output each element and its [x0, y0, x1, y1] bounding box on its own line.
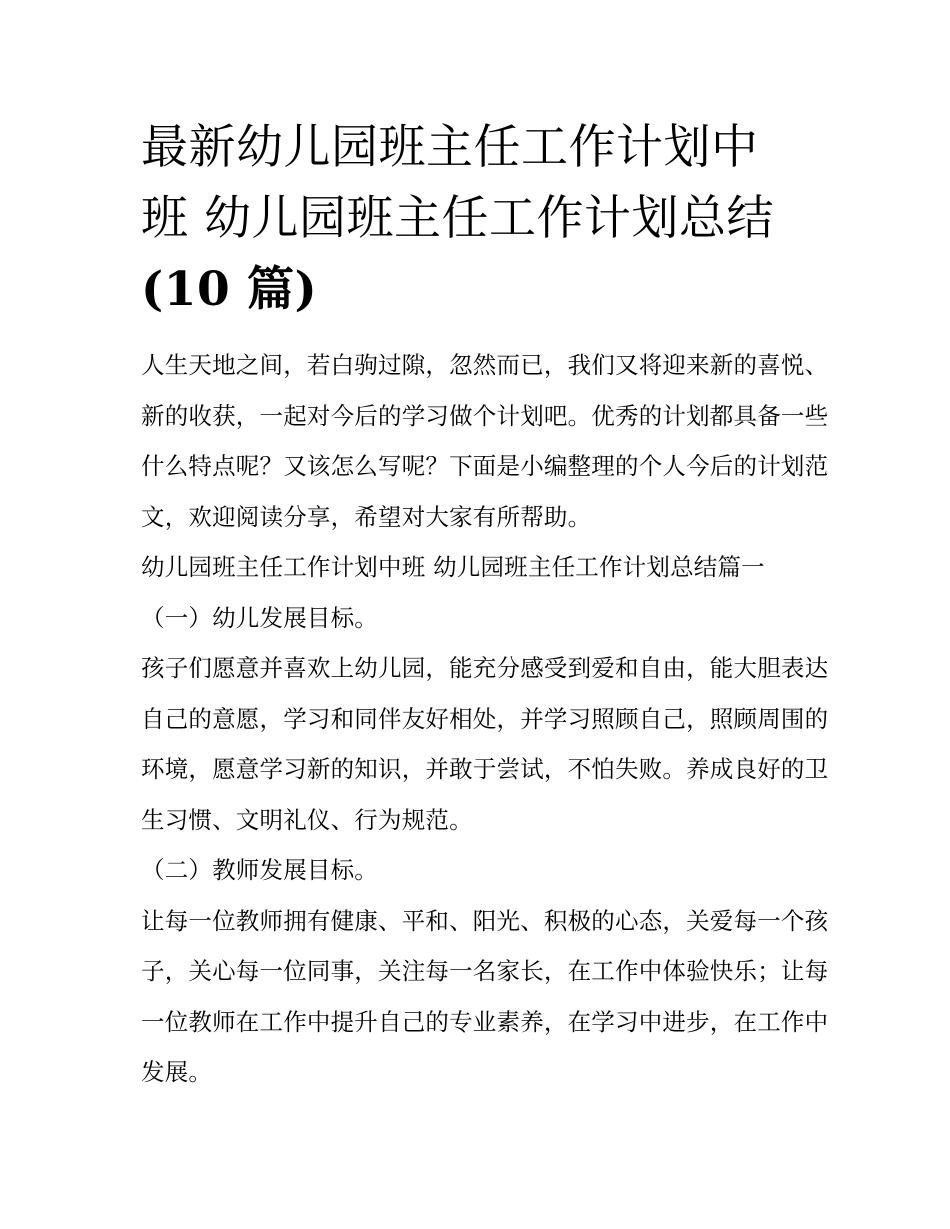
teacher-goals-paragraph: 让每一位教师拥有健康、平和、阳光、积极的心态，关爱每一个孩子，关心每一位同事，关注每一名家长，在工作中体验快乐；让每一位教师在工作中提升自己的专业素养，在学习中进步，在工作中发展。 [141, 906, 829, 1086]
document-title [141, 112, 831, 325]
title-line-1: 最新幼儿园班主任工作计划中 [141, 120, 759, 175]
section-heading: 幼儿园班主任工作计划中班 幼儿园班主任工作计划总结篇一 [141, 553, 765, 581]
subheading-teacher-goals: （二）教师发展目标。 [141, 856, 378, 884]
title-line-2: 班 幼儿园班主任工作计划总结 [141, 191, 774, 246]
intro-paragraph: 人生天地之间，若白驹过隙，忽然而已，我们又将迎来新的喜悦、新的收获，一起对今后的学习做个计划吧。优秀的计划都具备一些什么特点呢？又该怎么写呢？下面是小编整理的个人今后的计划范文，欢迎阅读分享，希望对大家有所帮助。 [141, 351, 829, 531]
document-page [141, 112, 831, 1098]
child-goals-paragraph: 孩子们愿意并喜欢上幼儿园，能充分感受到爱和自由，能大胆表达自己的意愿，学习和同伴友好相处，并学习照顾自己，照顾周围的环境，愿意学习新的知识，并敢于尝试，不怕失败。养成良好的卫生习惯、文明礼仪、行为规范。 [141, 654, 829, 834]
subheading-child-goals: （一）幼儿发展目标。 [141, 603, 378, 632]
title-line-3: (10 篇) [141, 262, 318, 317]
